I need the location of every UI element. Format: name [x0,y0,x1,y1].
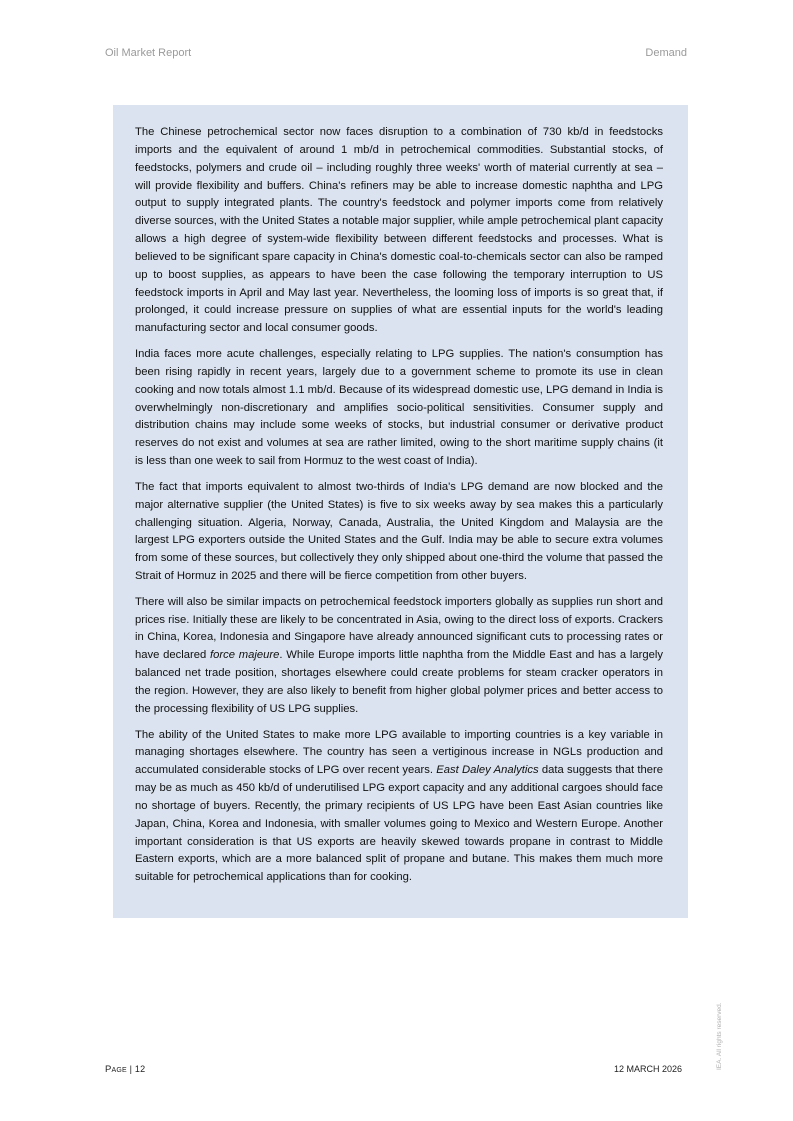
paragraph-india-imports: The fact that imports equivalent to almost two-thirds of India's LPG demand are now blocked and the major alternative supplier (the United States) is five to six weeks away by sea makes this a particularly challenging situation. Algeria, Norway, Canada, Australia, the United Kingdom and Malaysia are the largest LPG exporters outside the United States and the Gulf. India may be able to secure extra volumes from some of these sources, but collectively they only shipped about one-third the volume that passed the Strait of Hormuz in 2025 and there will be fierce competition from other buyers. [135,480,663,583]
page-number [105,1064,145,1075]
page-separator: | [126,1064,135,1074]
report-title: Oil Market Report [105,47,192,59]
paragraph-united-states [135,727,663,888]
page-label-initial: P [105,1064,112,1075]
rights-notice: IEA. All rights reserved. [716,1002,723,1070]
emphasis-text: force majeure [210,649,280,662]
page-number-value: 12 [134,1064,146,1074]
section-title: Demand [645,47,687,59]
paragraph-text: . While Europe imports little naphtha from the Middle East and has a largely balanced net trade position, shortages elsewhere could create problems for steam cracker operators in the region. However, they are also likely to benefit from higher global polymer prices and better access to the processing flexibility of US LPG supplies. [135,649,663,715]
paragraph-china: The Chinese petrochemical sector now faces disruption to a combination of 730 kb/d in feedstocks imports and the equivalent of around 1 mb/d in petrochemical commodities. Substantial stocks, of feedstocks, polymers and crude oil – including roughly three weeks' worth of material currently at sea – will provide flexibility and buffers. China's refiners may be able to increase domestic naphtha and LPG output to supply integrated plants. The country's feedstock and polymer imports come from relatively diverse sources, with the United States a notable major supplier, while ample petrochemical plant capacity allows a high degree of system-wide flexibility between different feedstocks and processes. What is believed to be significant spare capacity in China's domestic coal-to-chemicals sector can also be ramped up to boost supplies, as appears to have been the case following the temporary interruption to US feedstock imports in April and May last year. Nevertheless, the looming loss of imports is so great that, if prolonged, it could increase pressure on supplies of what are essential inputs for the world's leading manufacturing sector and local consumer goods. [135,126,663,335]
page-label-rest: AGE [111,1067,127,1074]
paragraph-petrochemical-impacts [135,594,663,719]
paragraph-text: data suggests that there may be as much as 450 kb/d of underutilised LPG export capacity and any additional cargoes should face no shortage of buyers. Recently, the primary recipients of US LPG have been East Asian countries like Japan, China, Korea and Indonesia, with smaller volumes going to Mexico and Western Europe. Another important consideration is that US exports are heavily skewed towards propane in contrast to Middle Eastern exports, which are a more balanced split of propane and butane. This makes them much more suitable for petrochemical applications than for cooking. [135,764,663,884]
text-box [113,105,688,918]
paragraph-text: The ability of the United States to make more LPG available to importing countries is a key variable in managing shortages elsewhere. The country has seen a vertiginous increase in NGLs production and accumulated considerable stocks of LPG over recent years. [135,728,663,777]
report-date: 12 MARCH 2026 [613,1064,682,1074]
paragraph-text: There will also be similar impacts on petrochemical feedstock importers globally as supplies run short and prices rise. Initially these are likely to be concentrated in Asia, owing to the direct loss of exports. Crackers in China, Korea, Indonesia and Singapore have already announced significant cuts to processing rates or have declared [135,595,663,662]
emphasis-text: East Daley Analytics [436,764,539,777]
paragraph-india: India faces more acute challenges, especially relating to LPG supplies. The nation's consumption has been rising rapidly in recent years, largely due to a government scheme to promote its use in clean cooking and now totals almost 1.1 mb/d. Because of its widespread domestic use, LPG demand in India is overwhelmingly non-discretionary and amplifies socio-political sensitivities. Consumer supply and distribution chains may include some weeks of stocks, but industrial consumer or derivative product reserves do not exist and volumes at sea are rather limited, owing to the short maritime supply chains (it is less than one week to sail from Hormuz to the west coast of India). [135,348,663,468]
